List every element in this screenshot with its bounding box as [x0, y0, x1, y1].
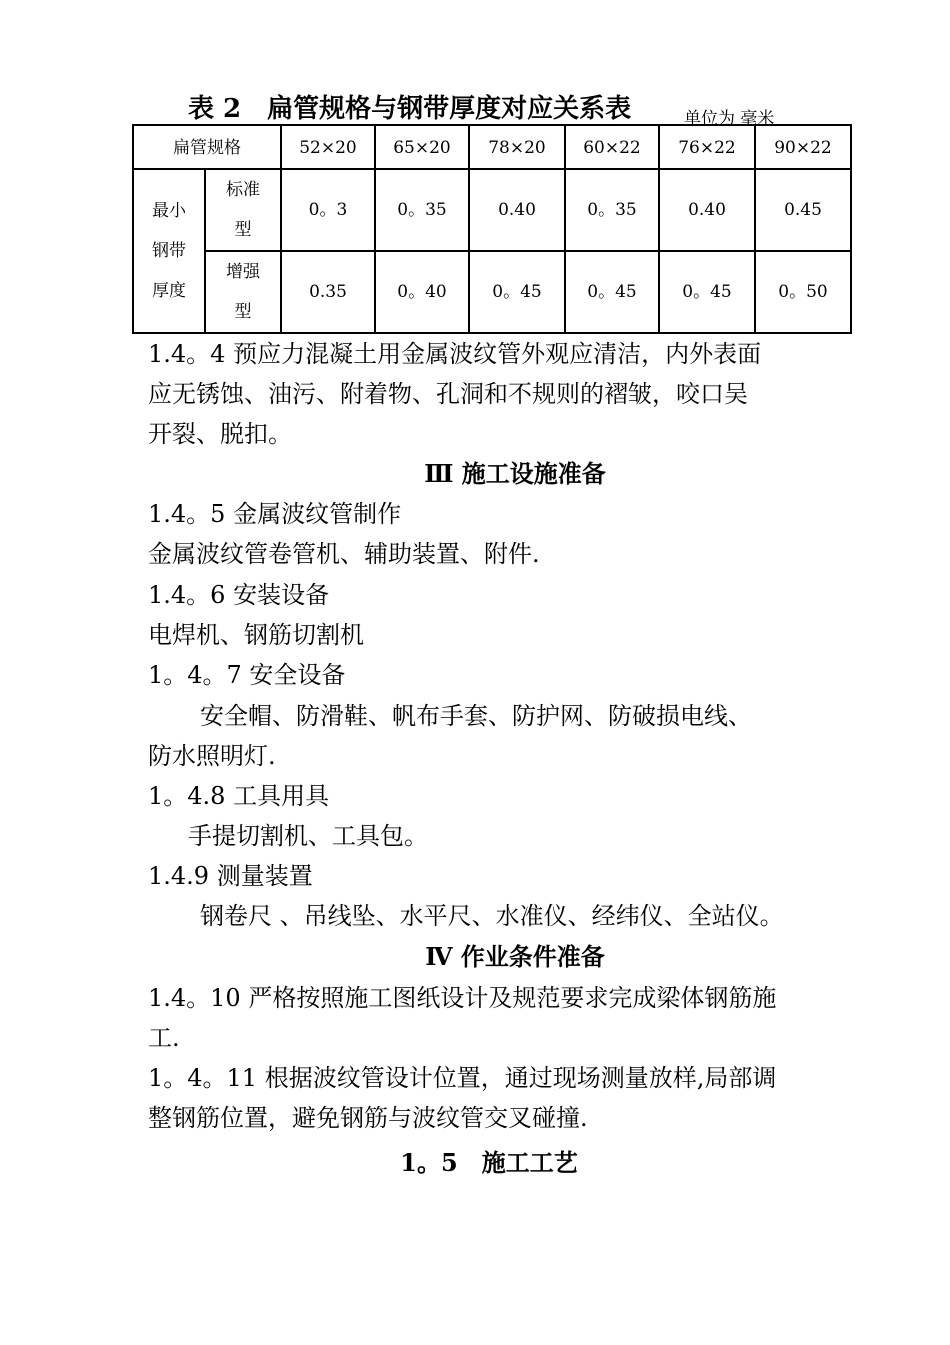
table-column-header: 76×22: [659, 125, 755, 169]
row-group-label-line: 最小: [152, 201, 186, 221]
item-1-4-6-body: 电焊机、钢筋切割机: [148, 621, 364, 649]
table-unit-note: 单位为 毫米: [684, 109, 775, 129]
item-1-4-5-title: 1.4。5 金属波纹管制作: [148, 500, 402, 528]
table-cell: 0。35: [565, 169, 659, 251]
item-1-4-10-line: 工.: [148, 1024, 180, 1052]
item-1-4-6-title: 1.4。6 安装设备: [148, 581, 330, 609]
row-label-line: 型: [234, 220, 252, 240]
table-header-label: 扁管规格: [133, 125, 281, 169]
item-1-4-10-line: 1.4。10 严格按照施工图纸设计及规范要求完成梁体钢筋施: [148, 984, 777, 1012]
paragraph-1-4-4-line: 1.4。4 预应力混凝土用金属波纹管外观应清洁，内外表面: [148, 340, 762, 368]
item-1-4-7-body-line: 安全帽、防滑鞋、帆布手套、防护网、防破损电线、: [200, 702, 752, 730]
row-label-reinforced: [205, 251, 281, 333]
table-caption: 表 2 扁管规格与钢带厚度对应关系表: [188, 94, 632, 124]
item-1-4-5-body: 金属波纹管卷管机、辅助装置、附件.: [148, 540, 540, 568]
row-label-standard: [205, 169, 281, 251]
item-1-4-9-title: 1.4.9 测量装置: [148, 862, 313, 890]
table-cell: 0.35: [281, 251, 375, 333]
item-1-4-7-body-line: 防水照明灯.: [148, 742, 276, 770]
table-cell: 0。35: [375, 169, 469, 251]
item-1-4-11-line: 整钢筋位置，避免钢筋与波纹管交叉碰撞.: [148, 1104, 588, 1132]
table-cell: 0。45: [565, 251, 659, 333]
table-column-header: 78×20: [469, 125, 565, 169]
paragraph-1-4-4-line: 开裂、脱扣。: [148, 420, 292, 448]
table-cell: 0。45: [469, 251, 565, 333]
item-1-4-9-body: 钢卷尺 、吊线坠、水平尺、水准仪、经纬仪、全站仪。: [200, 902, 784, 930]
table-row: [133, 169, 851, 251]
table-cell: 0。50: [755, 251, 851, 333]
item-1-4-7-title: 1。4。7 安全设备: [148, 661, 346, 689]
row-label-line: 标准: [226, 180, 260, 200]
table-cell: 0.40: [469, 169, 565, 251]
table-cell: 0。40: [375, 251, 469, 333]
table-cell: 0。45: [659, 251, 755, 333]
table-row: [133, 251, 851, 333]
paragraph-1-4-4-line: 应无锈蚀、油污、附着物、孔洞和不规则的褶皱，咬口吴: [148, 380, 748, 408]
item-1-4-11-line: 1。4。11 根据波纹管设计位置，通过现场测量放样,局部调: [148, 1064, 777, 1092]
row-group-label-line: 钢带: [152, 241, 186, 261]
table-column-header: 90×22: [755, 125, 851, 169]
item-1-4-8-title: 1。4.8 工具用具: [148, 782, 330, 810]
row-label-line: 型: [234, 302, 252, 322]
table-header-row: [133, 125, 851, 169]
table-cell: 0。3: [281, 169, 375, 251]
row-label-line: 增强: [226, 262, 260, 282]
section-heading-iii: Ⅲ 施工设施准备: [424, 459, 606, 488]
spec-table: [132, 124, 852, 334]
section-heading-1-5: 1。5 施工工艺: [400, 1148, 578, 1177]
table-column-header: 60×22: [565, 125, 659, 169]
table-cell: 0.40: [659, 169, 755, 251]
item-1-4-8-body: 手提切割机、工具包。: [188, 822, 428, 850]
table-column-header: 52×20: [281, 125, 375, 169]
table-cell: 0.45: [755, 169, 851, 251]
row-group-label-line: 厚度: [152, 281, 186, 301]
section-heading-iv: Ⅳ 作业条件准备: [425, 942, 605, 971]
row-group-label: [133, 169, 205, 333]
table-column-header: 65×20: [375, 125, 469, 169]
